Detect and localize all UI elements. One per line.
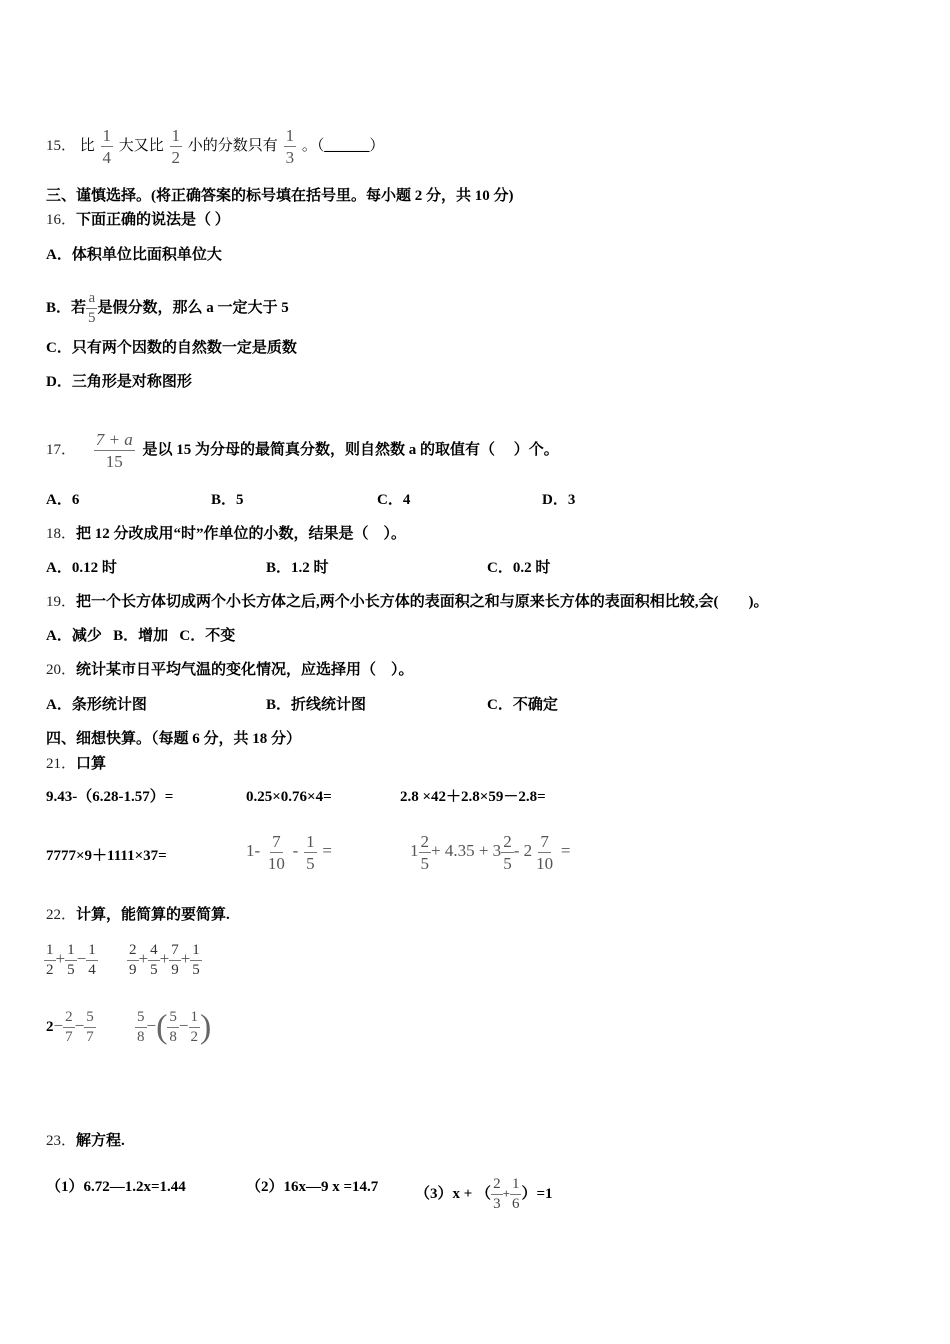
options-row (46, 626, 235, 646)
option-label: C． (46, 340, 72, 356)
text: 2 (190, 1029, 199, 1045)
question-number: 15． (46, 137, 77, 154)
text: 1- (246, 840, 261, 860)
question-stem: 计算，能简算的要简算. (76, 907, 230, 923)
text: 5 (84, 1010, 96, 1028)
text: C． (377, 492, 403, 508)
option-a[interactable] (46, 490, 79, 510)
fraction (86, 943, 98, 978)
text: 5 (67, 962, 75, 978)
text: - (292, 840, 299, 860)
text: 5 (135, 1010, 147, 1028)
option-b[interactable] (113, 628, 168, 644)
text: 6 (71, 492, 80, 508)
text: 8 (169, 1029, 177, 1045)
fraction (491, 1177, 503, 1212)
expression: 9.43-（6.28-1.57）= (46, 789, 174, 805)
equation-2: （2）16x—9 x =14.7 (246, 1179, 379, 1195)
text: B． (113, 628, 139, 644)
fraction (266, 833, 287, 872)
text: 比 (79, 137, 95, 154)
text: ) (200, 1008, 212, 1046)
question-22 (46, 905, 230, 925)
text: 1 (189, 1010, 201, 1028)
text: = (560, 840, 571, 860)
text: 6 (511, 1196, 520, 1212)
fraction (189, 1010, 201, 1045)
text: 1 (410, 840, 419, 860)
question-23 (46, 1131, 125, 1151)
question-number: 23． (46, 1133, 77, 1149)
fraction (284, 127, 297, 166)
option-label: B． (46, 299, 72, 316)
text: 5 (503, 854, 512, 873)
text: D． (542, 492, 568, 508)
option-text: 体积单位比面积单位大 (71, 247, 222, 263)
text: 4 (102, 148, 112, 167)
option-c[interactable] (46, 338, 297, 358)
option-text: 是假分数，那么 a 一定大于 5 (97, 299, 289, 316)
text: 1 (86, 943, 98, 961)
text: 1 (171, 126, 181, 145)
text: 1 (190, 943, 202, 961)
text: 1 (44, 943, 56, 961)
text: 。（ (301, 137, 325, 154)
fraction (63, 1010, 75, 1045)
text: − (74, 1015, 85, 1035)
text: 5 (192, 962, 200, 978)
text: 2 (127, 943, 139, 961)
option-c[interactable] (487, 695, 558, 715)
option-text: 三角形是对称图形 (71, 374, 192, 390)
expression: 2.8 ×42＋2.8×59－2.8= (400, 789, 546, 805)
expression (44, 942, 98, 978)
text: 1 (510, 1177, 522, 1195)
text: − (76, 948, 87, 968)
text: 5 (150, 962, 158, 978)
question-stem: 统计某市日平均气温的变化情况，应选择用（ ）。 (76, 662, 414, 678)
text: 5 (88, 310, 96, 326)
question-number: 16． (46, 212, 77, 228)
question-number: 20． (46, 662, 77, 678)
text: 5 (306, 854, 315, 873)
fraction (304, 833, 317, 872)
option-a[interactable] (46, 245, 222, 265)
text: 条形统计图 (71, 697, 147, 713)
text: 0.2 时 (512, 560, 551, 576)
text: - 2 (513, 840, 533, 860)
text: 折线统计图 (291, 697, 367, 713)
answer-blank[interactable]: ______ (324, 137, 370, 154)
text: − (178, 1015, 189, 1035)
option-text: 若 (71, 299, 87, 316)
question-stem: 口算 (76, 756, 107, 772)
fraction (44, 943, 56, 978)
question-number: 21． (46, 756, 77, 772)
text: 2 (46, 962, 54, 978)
fraction (65, 943, 77, 978)
text: 不变 (205, 628, 236, 644)
text: 5 (236, 492, 244, 508)
option-text: 只有两个因数的自然数一定是质数 (71, 340, 297, 356)
equation-1: （1）6.72—1.2x=1.44 (46, 1179, 186, 1195)
question-number: 19． (46, 594, 77, 610)
text: 大又比 (118, 137, 164, 154)
text: + 4.35 + 3 (431, 840, 502, 860)
text: 4 (88, 962, 96, 978)
fraction (170, 127, 183, 166)
text: 减少 (71, 628, 102, 644)
text: + (138, 948, 149, 968)
text: 1 (65, 943, 77, 961)
text: C． (487, 560, 513, 576)
text: 1 (102, 126, 112, 145)
text: 9 (171, 962, 179, 978)
text: a (86, 291, 97, 309)
text: A． (46, 560, 72, 576)
option-a[interactable] (46, 628, 102, 644)
text: 7 + a (95, 430, 133, 449)
option-c[interactable] (179, 628, 235, 644)
expression (46, 1009, 96, 1045)
option-d[interactable] (46, 372, 192, 392)
question-stem: 把 12 分改成用“时”作单位的小数，结果是（ ）。 (76, 526, 407, 542)
question-16 (46, 210, 230, 230)
expression: 0.25×0.76×4= (246, 789, 332, 805)
text: 3 (493, 1196, 501, 1212)
fraction (167, 1010, 179, 1045)
text: A． (46, 492, 72, 508)
option-label: D． (46, 374, 72, 390)
text: 3 (285, 148, 295, 167)
text: 1.2 时 (291, 560, 329, 576)
text: ( (156, 1008, 168, 1046)
fraction (190, 943, 202, 978)
text: 2 (46, 1018, 54, 1035)
question-stem: 解方程. (76, 1133, 125, 1149)
text: 1 (306, 832, 315, 851)
text: 10 (536, 854, 554, 873)
question-stem: 把一个长方体切成两个小长方体之后,两个小长方体的表面积之和与原来长方体的表面积相比较,会( )。 (76, 594, 769, 610)
option-a[interactable] (46, 558, 117, 578)
equation-3 (415, 1176, 553, 1212)
question-stem: 下面正确的说法是（ ） (76, 212, 230, 228)
text: 2 (171, 148, 181, 167)
question-18 (46, 524, 406, 544)
text: 7 (272, 832, 281, 851)
text: 7 (65, 1029, 73, 1045)
text: （3）x + （ (415, 1185, 492, 1202)
text: 小的分数只有 (187, 137, 278, 154)
text: = (322, 840, 332, 860)
expression (127, 942, 202, 978)
section-3-heading: 三、谨慎选择。(将正确答案的标号填在括号里。每小题 2 分，共 10 分) (46, 188, 514, 204)
fraction (84, 1010, 96, 1045)
text: 7 (540, 832, 549, 851)
text: B． (266, 560, 292, 576)
question-stem: 是以 15 为分母的最简真分数，则自然数 a 的取值有（ ）个。 (142, 441, 559, 458)
fraction (135, 1010, 147, 1045)
text: 增加 (138, 628, 169, 644)
text: 2 (503, 832, 512, 851)
text: 1 (285, 126, 295, 145)
fraction (148, 943, 160, 978)
text: 7 (86, 1029, 94, 1045)
option-b[interactable] (266, 558, 329, 578)
fraction (94, 431, 135, 470)
text: − (146, 1015, 157, 1035)
text: 9 (129, 962, 137, 978)
text: 7 (169, 943, 181, 961)
section-4-heading: 四、细想快算。（每题 6 分，共 18 分） (46, 731, 302, 747)
expression: 7777×9＋1111×37= (46, 848, 167, 864)
text: 5 (167, 1010, 179, 1028)
fraction (127, 943, 139, 978)
text: + (180, 948, 191, 968)
question-number: 17． (46, 441, 77, 458)
text: 2 (420, 832, 429, 851)
fraction (510, 1177, 522, 1212)
text: 不确定 (512, 697, 558, 713)
question-20 (46, 660, 414, 680)
option-c[interactable] (377, 490, 410, 510)
option-b[interactable] (46, 290, 289, 326)
question-21 (46, 754, 106, 774)
question-19 (46, 592, 769, 612)
text: 4 (148, 943, 160, 961)
text: ）=1 (521, 1185, 553, 1202)
fraction (86, 291, 98, 326)
text: 2 (63, 1010, 75, 1028)
expression (135, 1008, 212, 1046)
text: B． (266, 697, 292, 713)
fraction (169, 943, 181, 978)
text: 0.12 时 (71, 560, 117, 576)
text: 3 (567, 492, 576, 508)
option-a[interactable] (46, 695, 147, 715)
text: B． (211, 492, 237, 508)
option-b[interactable] (266, 695, 366, 715)
text: A． (46, 628, 72, 644)
text: 4 (402, 492, 411, 508)
text: + (55, 948, 66, 968)
option-label: A． (46, 247, 72, 263)
text: C． (487, 697, 513, 713)
text: 10 (267, 854, 285, 873)
text: A． (46, 697, 72, 713)
text: ） (369, 137, 385, 154)
question-number: 18． (46, 526, 77, 542)
text: + (502, 1185, 510, 1201)
question-17 (46, 430, 559, 471)
fraction (534, 833, 555, 872)
question-15 (46, 126, 385, 167)
option-b[interactable] (211, 490, 244, 510)
text: 8 (137, 1029, 145, 1045)
text: C． (179, 628, 206, 644)
text: − (53, 1015, 64, 1035)
option-c[interactable] (487, 558, 550, 578)
text: 15 (105, 452, 123, 471)
text: 2 (491, 1177, 503, 1195)
fraction (419, 833, 432, 872)
option-d[interactable] (542, 490, 575, 510)
expression (246, 832, 332, 873)
text: + (159, 948, 170, 968)
text: 5 (420, 854, 429, 873)
fraction (501, 833, 514, 872)
fraction (101, 127, 114, 166)
expression (410, 832, 571, 873)
question-number: 22． (46, 907, 77, 923)
